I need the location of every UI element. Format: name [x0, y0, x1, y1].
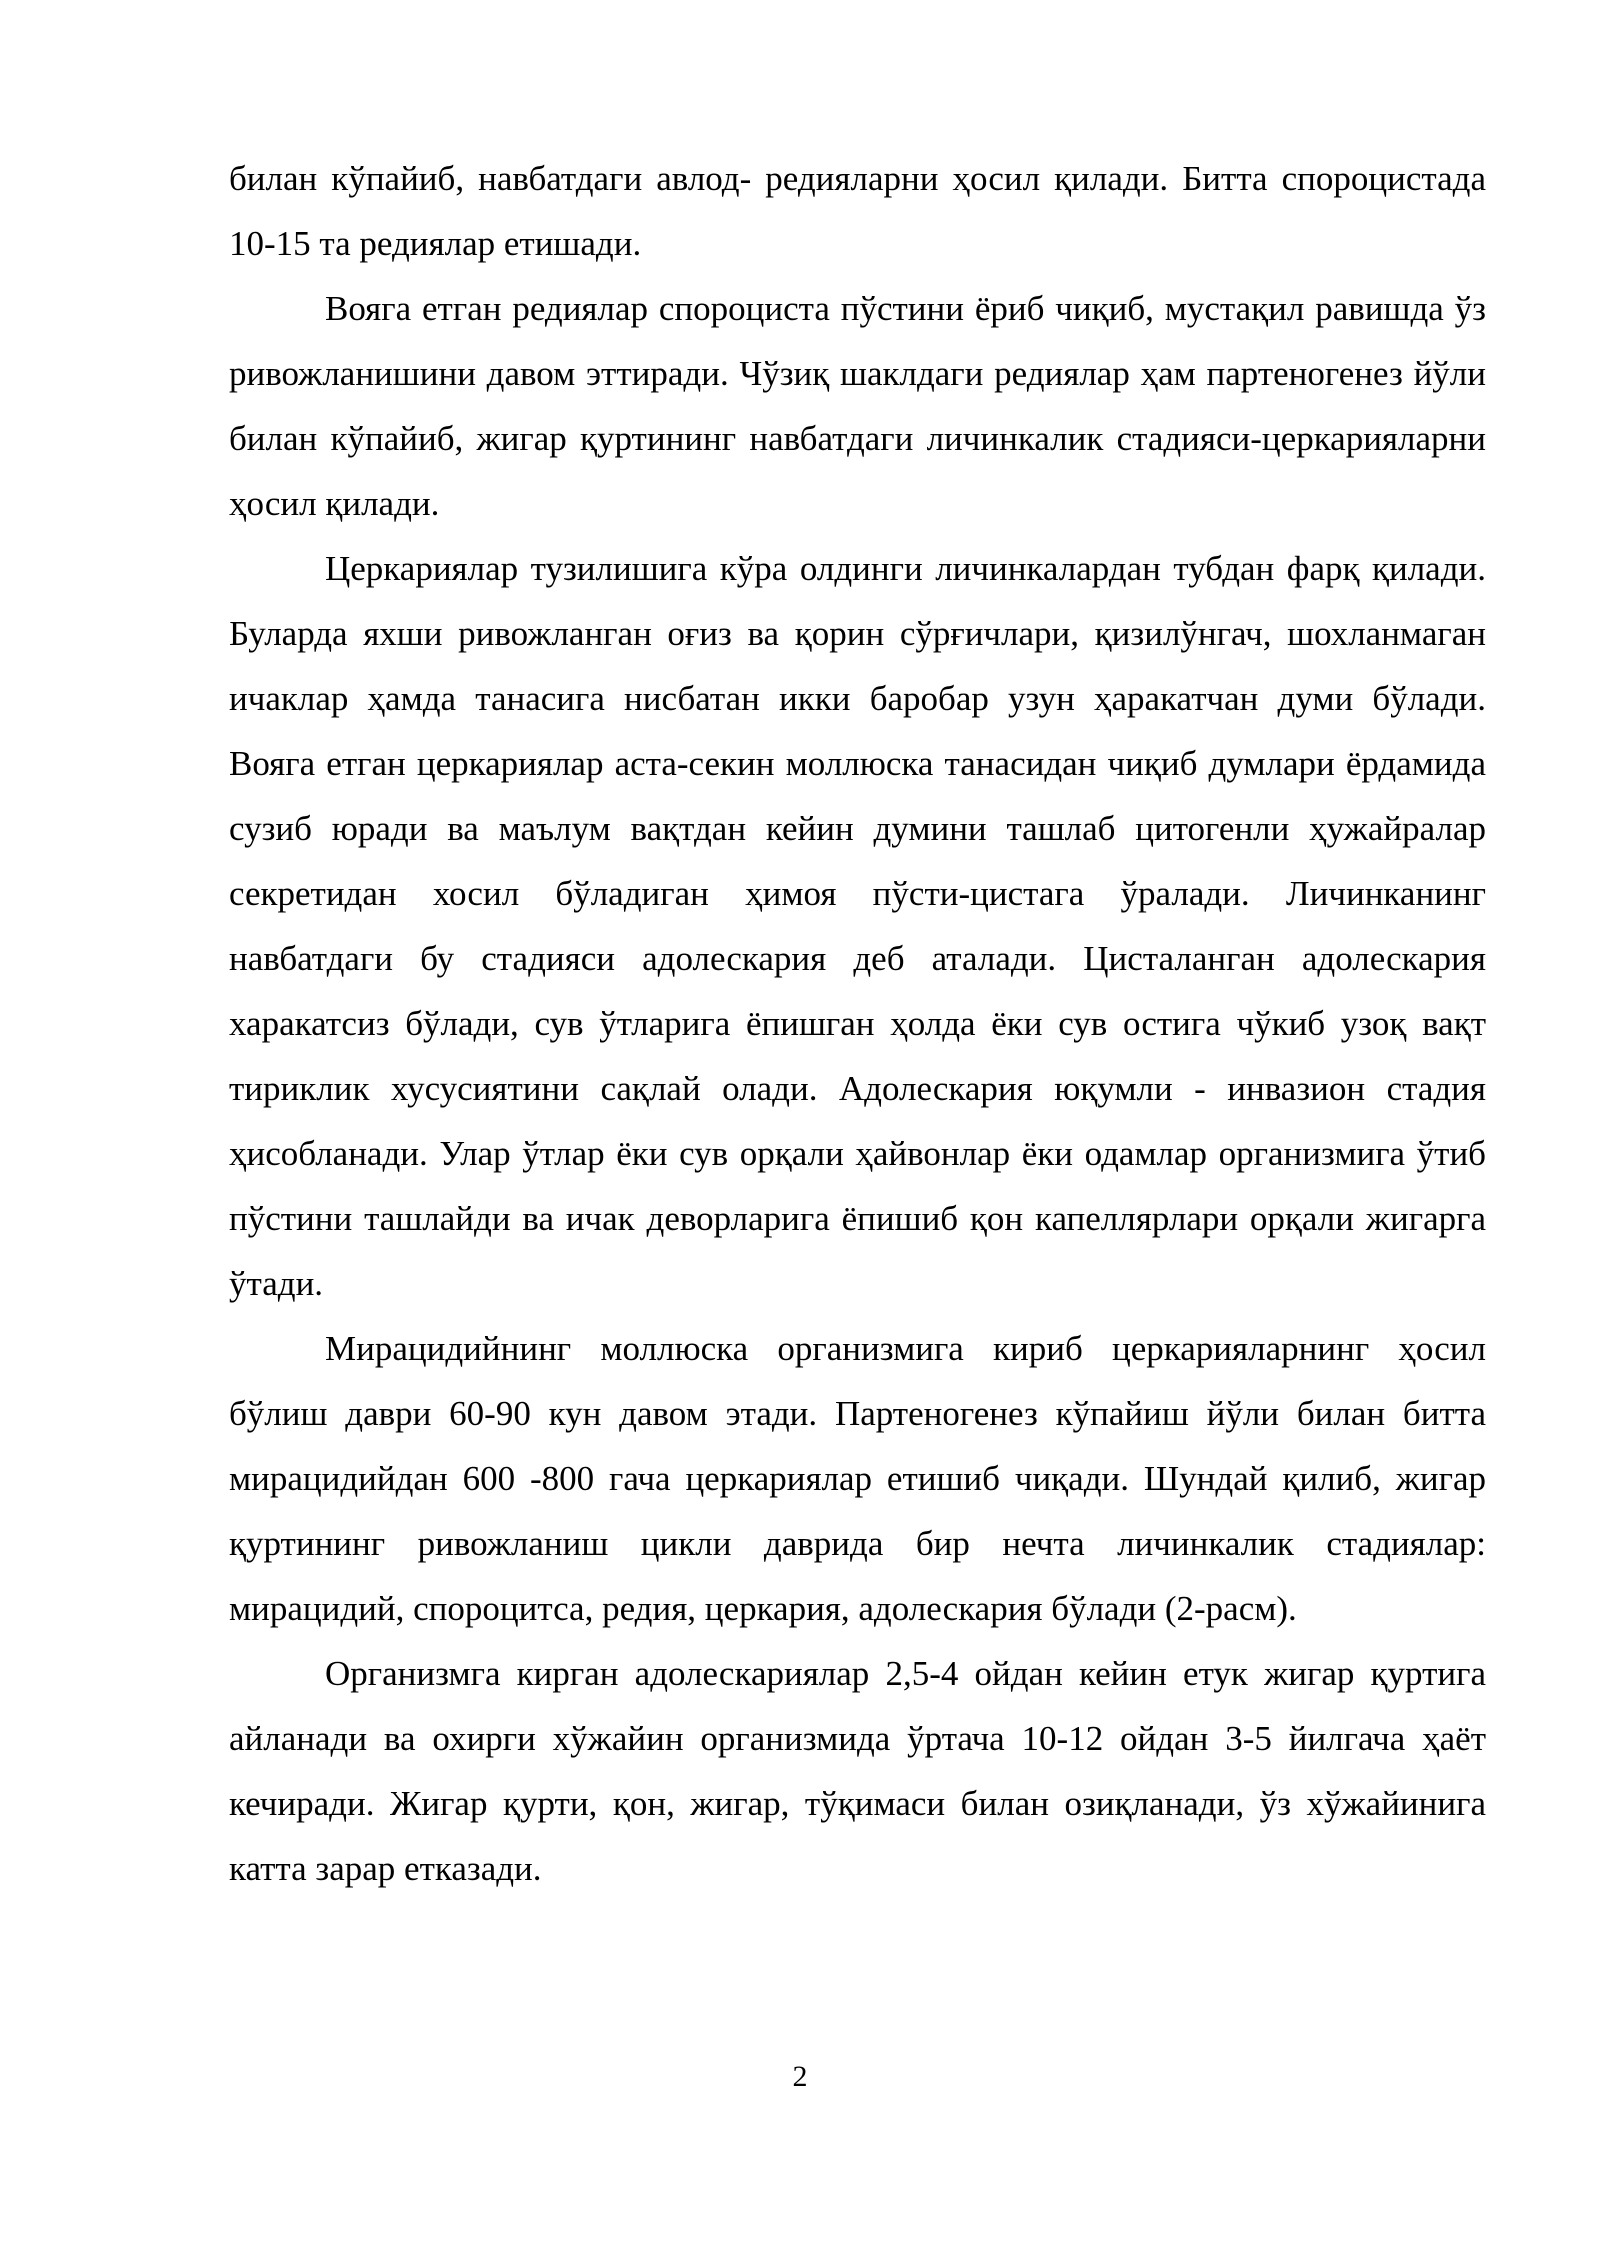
paragraph-2: Вояга етган редиялар спороциста пўстини ёриб чиқиб, мустақил равишда ўз ривожланишини давом эттиради. Чўзиқ шаклдаги редиялар ҳам партеногенез йўли билан кўпайиб, жигар қуртининг навбатдаги личинкалик стадияси-церкарияларни ҳосил қилади. — [229, 289, 1486, 523]
paragraph-5: Организмга кирган адолескариялар 2,5-4 ойдан кейин етук жигар қуртига айланади ва охирги хўжайин организмида ўртача 10-12 ойдан 3-5 йилгача ҳаёт кечиради. Жигар қурти, қон, жигар, тўқимаси билан озиқланади, ўз хўжайинига катта зарар етказади. — [229, 1654, 1486, 1888]
page-number: 2 — [792, 2060, 808, 2093]
paragraph-4: Мирацидийнинг моллюска организмига кириб церкарияларнинг ҳосил бўлиш даври 60-90 кун давом этади. Партеногенез кўпайиш йўли билан битта мирацидийдан 600 -800 гача церкариялар етишиб чиқади. Шундай қилиб, жигар қуртининг ривожланиш цикли даврида бир нечта личинкалик стадиялар: мирацидий, спороцитса, редия, церкария, адолескария бўлади (2-расм). — [229, 1329, 1486, 1628]
paragraph-3: Церкариялар тузилишига кўра олдинги личинкалардан тубдан фарқ қилади. Буларда яхши ривожланган оғиз ва қорин сўрғичлари, қизилўнгач, шохланмаган ичаклар ҳамда танасига нисбатан икки баробар узун ҳаракатчан думи бўлади. Вояга етган церкариялар аста-секин моллюска танасидан чиқиб думлари ёрдамида сузиб юради ва маълум вақтдан кейин думини ташлаб цитогенли ҳужайралар секретидан хосил бўладиган ҳимоя пўсти-цистага ўралади. Личинканинг навбатдаги бу стадияси адолескария деб аталади. Цисталанган адолескария харакатсиз бўлади, сув ўтларига ёпишган ҳолда ёки сув остига чўкиб узоқ вақт тириклик хусусиятини сақлай олади. Адолескария юқумли - инвазион стадия ҳисобланади. Улар ўтлар ёки сув орқали ҳайвонлар ёки одамлар организмига ўтиб пўстини ташлайди ва ичак деворларига ёпишиб қон капеллярлари орқали жигарга ўтади. — [229, 549, 1486, 1303]
body-text — [229, 146, 1486, 1901]
paragraph-1: билан кўпайиб, навбатдаги авлод- редияларни ҳосил қилади. Битта спороцистада 10-15 та редиялар етишади. — [229, 159, 1486, 263]
